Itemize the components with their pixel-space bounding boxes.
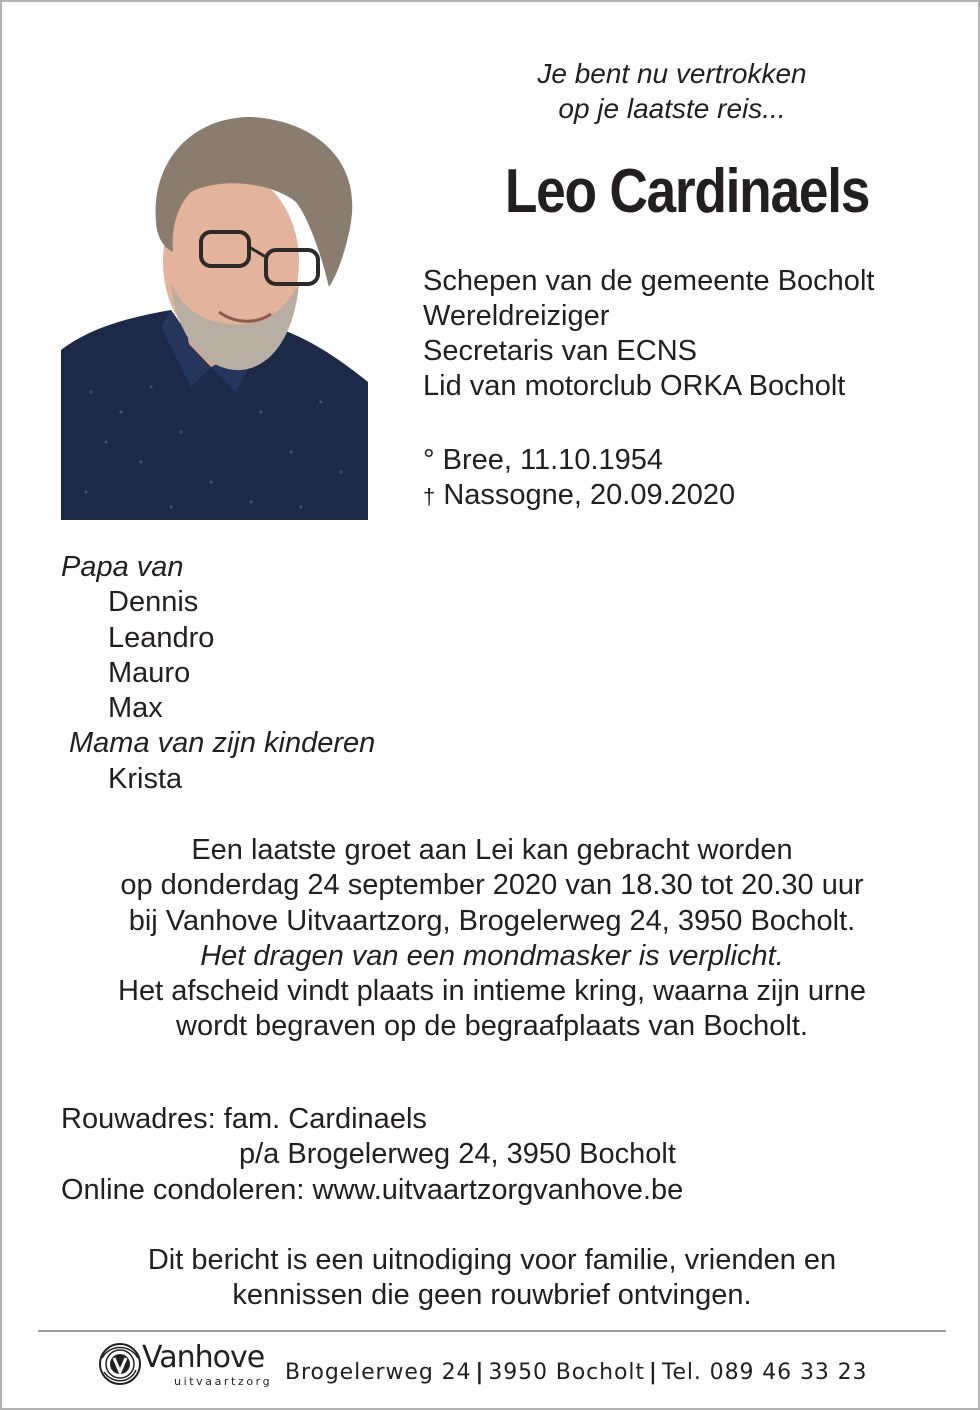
life-dates <box>423 443 963 514</box>
invitation-note <box>42 1243 942 1314</box>
invitation-line: Dit bericht is een uitnodiging voor familie, vrienden en <box>147 1244 837 1276</box>
portrait-illustration <box>61 112 368 520</box>
mourning-address-line: p/a Brogelerweg 24, 3950 Bocholt <box>239 1138 676 1171</box>
intro-line-2: op je laatste reis... <box>558 93 786 124</box>
invitation-line: kennissen die geen rouwbrief ontvingen. <box>232 1279 752 1312</box>
visitation-line: bij Vanhove Uitvaartzorg, Brogelerweg 24, 3950 Bocholt. <box>128 904 856 937</box>
child-name: Leandro <box>108 621 215 654</box>
footer-divider <box>38 1330 946 1332</box>
roles-list <box>423 264 963 404</box>
footer-street: Brogelerweg 24 <box>285 1360 472 1385</box>
visitation-line: op donderdag 24 september 2020 van 18.30 tot 20.30 uur <box>120 869 864 902</box>
footer-address <box>285 1358 867 1388</box>
intro-line-1: Je bent nu vertrokken <box>537 58 807 89</box>
intro-verse <box>422 56 922 126</box>
contact-info <box>61 1102 861 1208</box>
role-item: Schepen van de gemeente Bocholt <box>423 265 875 297</box>
children-label: Papa van <box>61 551 184 583</box>
death-place-date: Nassogne, 20.09.2020 <box>443 479 736 511</box>
footer-phone: Tel. 089 46 33 23 <box>661 1360 868 1385</box>
deceased-name: Leo Cardinaels <box>504 157 870 226</box>
visitation-line: Een laatste groet aan Lei kan gebracht worden <box>191 834 793 866</box>
birth-line: ° Bree, 11.10.1954 <box>423 444 664 476</box>
separator: | <box>648 1360 658 1385</box>
role-item: Secretaris van ECNS <box>423 335 697 367</box>
child-name: Dennis <box>108 586 199 619</box>
separator: | <box>475 1360 485 1385</box>
visitation-line: Het afscheid vindt plaats in intieme kring, waarna zijn urne <box>118 975 866 1008</box>
logo-name: Vanhove <box>142 1340 265 1375</box>
role-item: Lid van motorclub ORKA Bocholt <box>423 370 846 402</box>
cross-icon: † <box>423 484 436 509</box>
child-name: Max <box>108 692 163 725</box>
family-section <box>61 550 461 797</box>
visitation-line: wordt begraven op de begraafplaats van Bocholt. <box>176 1010 808 1043</box>
vanhove-logo-icon <box>96 1340 144 1388</box>
mourning-address-label: Rouwadres: fam. Cardinaels <box>61 1103 427 1135</box>
child-name: Mauro <box>108 656 191 689</box>
logo-subtitle: uitvaartzorg <box>174 1375 273 1388</box>
online-condolence-link[interactable]: Online condoleren: www.uitvaartzorgvanhove.be <box>61 1173 684 1206</box>
visitation-info <box>42 833 942 1045</box>
mask-notice: Het dragen van een mondmasker is verplicht. <box>200 939 784 972</box>
death-line <box>423 478 963 514</box>
footer-city: 3950 Bocholt <box>488 1360 645 1385</box>
role-item: Wereldreiziger <box>423 300 610 332</box>
partner-name: Krista <box>108 762 183 795</box>
partner-label: Mama van zijn kinderen <box>69 727 376 760</box>
portrait-photo <box>61 112 368 520</box>
